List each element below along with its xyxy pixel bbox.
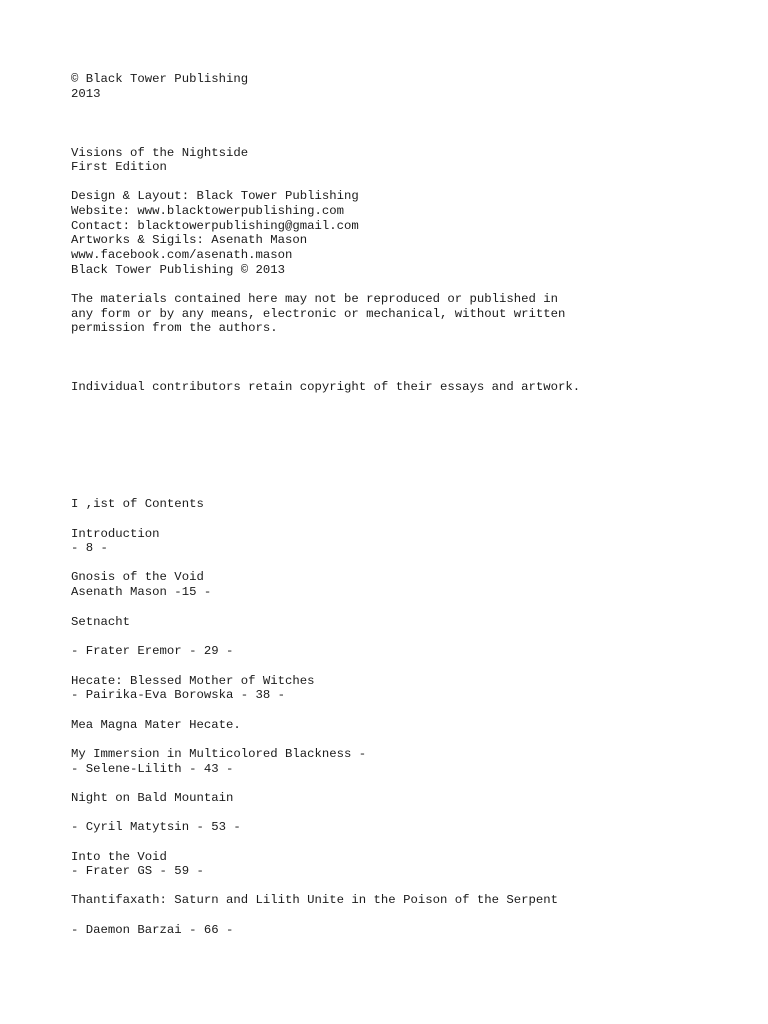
toc-entry-title: Thantifaxath: Saturn and Lilith Unite in the Poison of the Serpent: [71, 893, 559, 907]
copyright-year: 2013: [71, 87, 101, 101]
notice-line: any form or by any means, electronic or mechanical, without written: [71, 307, 566, 321]
toc-entry-author: - Frater Eremor - 29 -: [71, 644, 234, 658]
copyright-line: © Black Tower Publishing: [71, 72, 249, 86]
toc-entry-author: - Pairika-Eva Borowska - 38 -: [71, 688, 286, 702]
credit-line: Design & Layout: Black Tower Publishing: [71, 189, 359, 203]
notice-line: The materials contained here may not be reproduced or published in: [71, 292, 559, 306]
toc-entry-title: Night on Bald Mountain: [71, 791, 234, 805]
toc-entry-page: - 8 -: [71, 541, 108, 555]
toc-entry-title: My Immersion in Multicolored Blackness -: [71, 747, 367, 761]
toc-entry-author: - Cyril Matytsin - 53 -: [71, 820, 241, 834]
credit-line: www.facebook.com/asenath.mason: [71, 248, 293, 262]
toc-entry-title: Into the Void: [71, 850, 167, 864]
toc-entry-author: - Frater GS - 59 -: [71, 864, 204, 878]
notice-line: permission from the authors.: [71, 321, 278, 335]
toc-entry-title: Introduction: [71, 527, 160, 541]
credit-line: Contact: blacktowerpublishing@gmail.com: [71, 219, 359, 233]
credit-line: Black Tower Publishing © 2013: [71, 263, 286, 277]
contributors-notice: Individual contributors retain copyright of their essays and artwork.: [71, 380, 581, 394]
book-edition: First Edition: [71, 160, 167, 174]
toc-entry-author: - Daemon Barzai - 66 -: [71, 923, 234, 937]
toc-entry-title: Hecate: Blessed Mother of Witches: [71, 674, 315, 688]
book-title: Visions of the Nightside: [71, 146, 249, 160]
toc-entry-title: Setnacht: [71, 615, 131, 629]
toc-entry-title: Gnosis of the Void: [71, 570, 204, 584]
toc-entry-author: Asenath Mason -15 -: [71, 585, 212, 599]
credit-line: Website: www.blacktowerpublishing.com: [71, 204, 345, 218]
toc-entry-author: - Selene-Lilith - 43 -: [71, 762, 234, 776]
toc-entry-title: Mea Magna Mater Hecate.: [71, 718, 241, 732]
credit-line: Artworks & Sigils: Asenath Mason: [71, 233, 308, 247]
toc-heading: I ,ist of Contents: [71, 497, 204, 511]
